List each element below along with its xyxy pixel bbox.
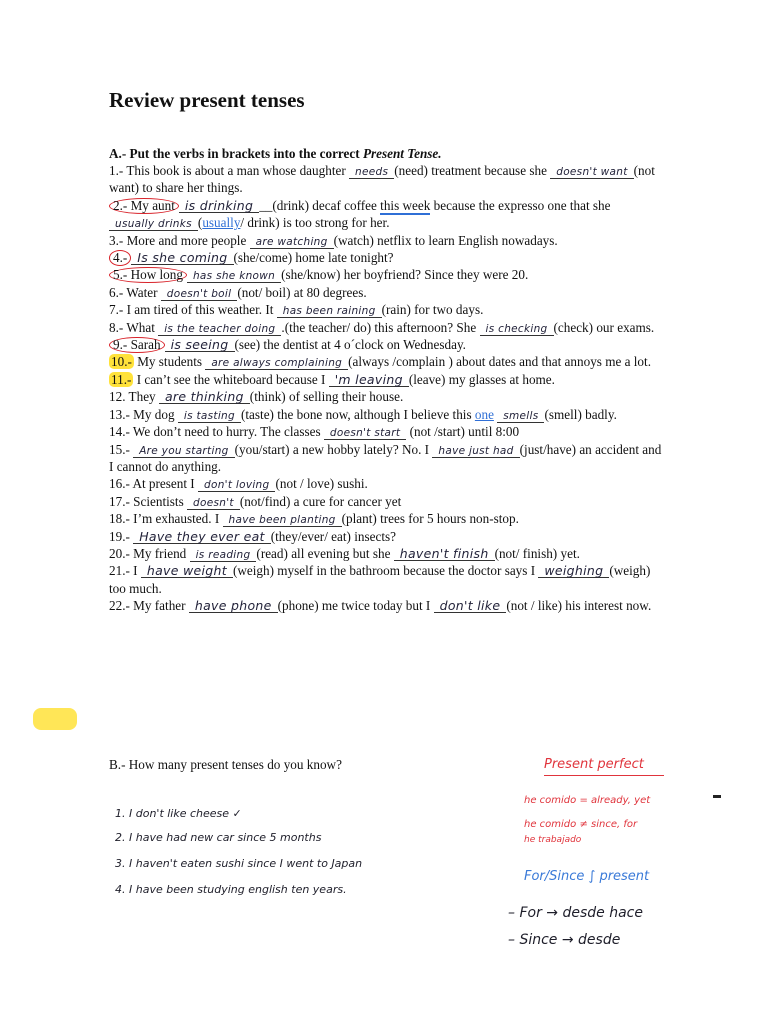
handwritten-answer: Have they ever eat [133,531,271,544]
exercise-text: 1.- This book is about a man whose daughter [109,163,350,178]
exercise-text: 9.- Sarah [113,337,161,353]
exercise-text: (phone) me twice today but I [277,598,434,614]
exercise-text: (not want) to share her things. [109,163,655,196]
handwritten-answer: are watching [250,236,334,249]
exercise-text: (weigh) myself in the bathroom because the doctor says I [232,563,539,579]
side-notes [508,755,740,955]
note-line-6: – Since → desde [508,932,621,948]
exercise-13 [109,406,669,423]
exercise-text: (not/ finish) yet. [494,545,580,561]
exercise-text: 19.- [109,528,134,544]
note-line-1: he comido = already, yet [524,795,651,806]
exercise-22 [109,597,669,614]
exercise-text: (drink) decaf coffee [272,197,381,213]
exercise-15 [109,441,669,476]
exercise-text: 12. They [109,389,159,405]
exercise-text: because the expresso one that she [430,197,611,213]
exercise-text: 21.- I [109,563,141,579]
exercise-8 [109,319,669,336]
exercise-18 [109,510,669,527]
exercise-9 [109,336,669,353]
handwritten-answer: have phone [189,600,278,613]
handwritten-answer: is tasting [178,410,241,423]
exercise-text: 22.- My father [109,598,189,614]
exercise-text: 13.- My dog [109,406,178,422]
note-line-5: – For → desde hace [508,905,643,921]
exercise-text: (not / like) his interest now. [506,598,652,614]
blue-underlined-text: this week [380,197,431,213]
exercise-text: (taste) the bone now, although I believe this [240,406,475,422]
exercise-text: (they/ever/ eat) insects? [270,528,396,544]
answer-line-2: 2. I have had new car since 5 months [115,831,322,844]
exercise-text: (she/come) home late tonight? [233,250,394,266]
exercise-text: (not /start) until 8:00 [406,424,520,440]
exercise-text: (just/have) an accident and I cannot do anything. [109,441,662,474]
handwritten-answer: haven't finish [394,548,495,561]
handwritten-answer: have been planting [223,514,342,527]
exercise-text: 15.- [109,441,134,457]
exercise-text: (read) all evening but she [256,545,394,561]
handwritten-answer: Are you starting [133,445,234,458]
yellow-highlight: 11.- [111,371,132,387]
exercise-text: 14.- We don’t need to hurry. The classes [109,424,324,440]
handwritten-answer: are thinking [159,391,250,404]
page-title: Review present tenses [109,88,305,112]
note-heading: Present perfect [544,757,644,772]
exercise-12 [109,388,669,405]
blue-underlined-text: usually [202,215,241,231]
exercise-text: .(the teacher/ do) this afternoon? She [281,319,480,335]
handwritten-answer: 'm leaving [329,374,409,387]
note-line-3: he trabajado [524,835,582,845]
section-a-instruction [109,146,442,162]
exercise-text: (plant) trees for 5 hours non-stop. [341,511,519,527]
exercise-text: / drink) is too strong for her. [240,215,390,231]
exercise-text: 3.- More and more people [109,232,250,248]
exercise-3 [109,232,669,249]
handwritten-answer: is checking [480,323,554,336]
exercise-text: 7.- I am tired of this weather. It [109,302,277,318]
exercise-2: 2.- My auntis drinking __(drink) decaf coffee this week because the expresso one that she usually drinks (usually/ drink) is too strong for her. [109,197,669,232]
exercise-6 [109,284,669,301]
handwritten-answer: needs [349,166,394,179]
exercise-text: 6.- Water [109,284,161,300]
blue-underlined-text: one [474,406,494,422]
handwritten-answer: has been raining [277,305,382,318]
handwritten-answer: usually drinks [109,218,198,231]
handwritten-answer: is reading [190,549,257,562]
exercise-text: (not/find) a cure for cancer yet [239,493,402,509]
exercise-1 [109,162,669,197]
exercise-text: (weigh) too much. [109,563,651,596]
section-b-question: B.- How many present tenses do you know? [109,757,342,772]
exercise-text: (always /complain ) about dates and that annoys me a lot. [348,354,651,370]
exercise-20 [109,545,669,562]
exercise-text: (not/ boil) at 80 degrees. [237,284,367,300]
exercise-text: I can’t see the whiteboard because I [133,371,329,387]
red-circle-mark [109,267,187,283]
exercise-text: 5.- How long [113,267,183,283]
handwritten-answer: is drinking [179,200,259,213]
exercise-14 [109,423,669,440]
exercise-text: 8.- What [109,319,159,335]
handwritten-answer: doesn't [187,497,240,510]
yellow-highlight: 10.- [111,354,132,370]
red-circle-mark [109,337,165,353]
exercise-text: 17.- Scientists [109,493,188,509]
exercise-text: 20.- My friend [109,545,190,561]
exercise-text: (you/start) a new hobby lately? No. I [234,441,433,457]
exercise-21 [109,562,669,597]
note-line-4: For/Since ∫ present [524,869,650,884]
note-heading-underline [544,775,664,776]
stray-pen-mark [713,795,721,798]
exercise-text: (check) our exams. [553,319,655,335]
instruction-text: A.- Put the verbs in brackets into the correct [109,146,363,161]
exercise-10 [109,353,669,370]
exercise-text: (leave) my glasses at home. [408,371,555,387]
exercise-17 [109,493,669,510]
exercise-text: ( [197,215,203,231]
handwritten-answer: don't loving [198,479,275,492]
exercise-11 [109,371,669,388]
handwritten-answer: have just had [432,445,519,458]
yellow-highlighter-mark [33,708,77,730]
exercise-5 [109,266,669,283]
handwritten-answer: smells [497,410,544,423]
handwritten-answer: is seeing [165,339,235,352]
handwritten-answer: are always complaining [205,357,348,370]
exercise-7 [109,301,669,318]
exercise-text: 18.- I’m exhausted. I [109,511,223,527]
answer-line-3: 3. I haven't eaten sushi since I went to Japan [115,857,363,870]
exercise-19 [109,528,669,545]
exercise-text: 16.- At present I [109,476,198,492]
exercise-text: (watch) netflix to learn English nowadays. [333,232,558,248]
exercise-text: (she/know) her boyfriend? Since they were 20. [281,267,529,283]
handwritten-answer: doesn't start [324,427,406,440]
handwritten-answer: doesn't boil [161,288,238,301]
exercise-text: 4.- [113,250,128,266]
exercise-list [109,162,669,615]
exercise-text: (see) the dentist at 4 o´clock on Wednesday. [234,337,466,353]
handwritten-answer: doesn't want [550,166,633,179]
exercise-text: (smell) badly. [544,406,617,422]
exercise-text: (not / love) sushi. [275,476,368,492]
note-line-2: he comido ≠ since, for [524,819,638,830]
handwritten-answer: has she known [187,270,281,283]
exercise-text: (need) treatment because she [394,163,551,178]
handwritten-answer: weighing [538,565,609,578]
handwritten-answer: have weight [141,565,233,578]
exercise-text: 2.- My aunt [113,197,175,213]
handwritten-answer: don't like [434,600,507,613]
answer-line-1: 1. I don't like cheese ✓ [115,807,242,820]
red-circle-mark [109,250,131,266]
exercise-text: (think) of selling their house. [249,389,404,405]
answer-line-4: 4. I have been studying english ten years. [115,883,347,896]
instruction-italic: Present Tense. [362,146,442,161]
exercise-text: (rain) for two days. [381,302,484,318]
exercise-4 [109,249,669,266]
exercise-16 [109,475,669,492]
exercise-text: My students [133,354,206,370]
handwritten-answer: Is she coming [131,252,233,265]
handwritten-answer: is the teacher doing [158,323,281,336]
red-circle-mark [109,198,179,214]
